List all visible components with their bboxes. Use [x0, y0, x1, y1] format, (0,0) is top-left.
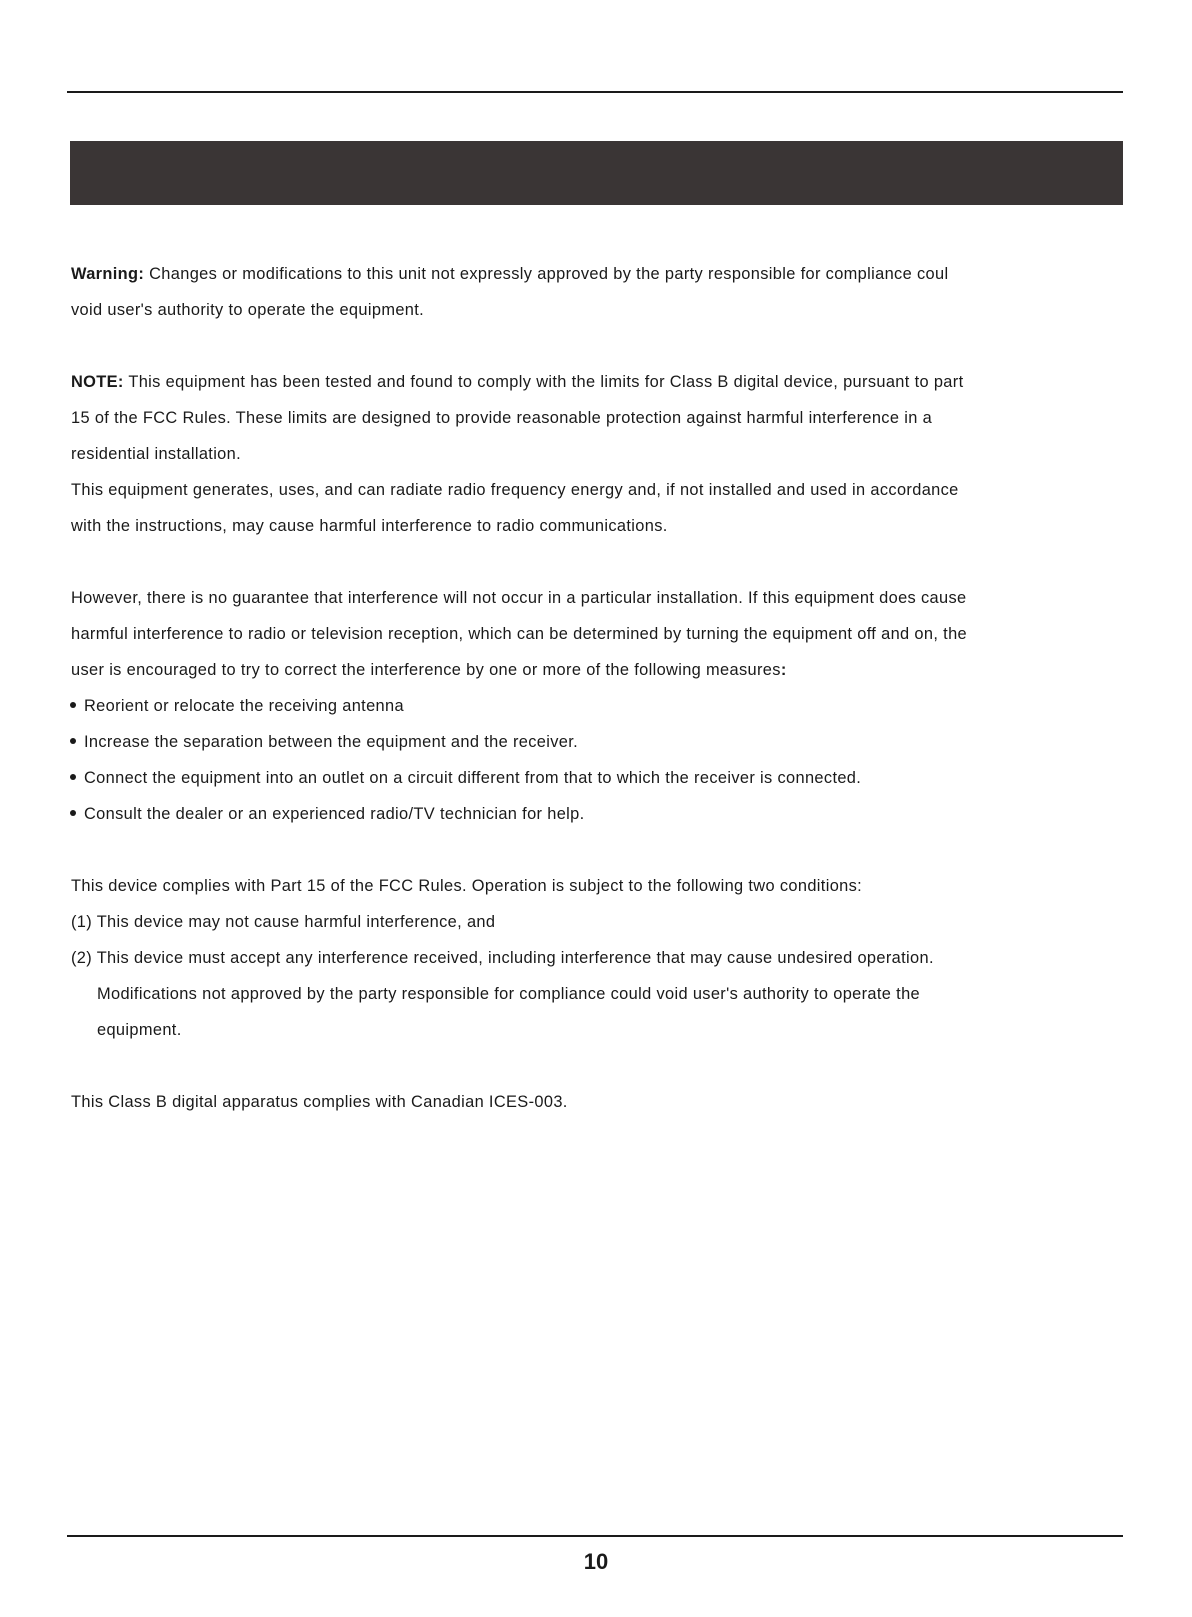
- canada-statement: This Class B digital apparatus complies with Canadian ICES-003.: [71, 1093, 568, 1111]
- however-text-3: user is encouraged to try to correct the interference by one or more of the following measures: [71, 661, 781, 679]
- measure-item: [71, 796, 1131, 832]
- however-colon: :: [780, 661, 787, 679]
- note-label: NOTE:: [71, 373, 124, 391]
- measure-text: Increase the separation between the equipment and the receiver.: [84, 733, 579, 751]
- measure-text: Connect the equipment into an outlet on a circuit different from that to which the receiver is connected.: [84, 769, 862, 787]
- bullet-icon: [70, 774, 76, 780]
- condition-1: (1) This device may not cause harmful interference, and: [71, 913, 496, 931]
- however-line-2: harmful interference to radio or television reception, which can be determined by turning the equipment off and on, the: [71, 625, 967, 643]
- measure-item: [71, 760, 1131, 796]
- measure-text: Consult the dealer or an experienced radio/TV technician for help.: [84, 805, 585, 823]
- warning-line-1: [71, 256, 1131, 292]
- note-line-3: residential installation.: [71, 445, 242, 463]
- page-number: 10: [583, 1549, 609, 1574]
- note-text-1: This equipment has been tested and found to comply with the limits for Class B digital device, pursuant to part: [123, 373, 964, 391]
- condition-2-continued-2: equipment.: [97, 1021, 182, 1039]
- warning-text-1: Changes or modifications to this unit not expressly approved by the party responsible for compliance coul: [144, 265, 949, 283]
- bullet-icon: [70, 738, 76, 744]
- warning-line-2: void user's authority to operate the equipment.: [71, 301, 425, 319]
- condition-2-continued-1: Modifications not approved by the party responsible for compliance could void user's authority to operate the: [97, 985, 921, 1003]
- note-line-1: [71, 364, 1131, 400]
- bottom-rule: [67, 1535, 1123, 1537]
- measure-item: [71, 688, 1131, 724]
- warning-label: Warning:: [71, 265, 145, 283]
- note-line-2: 15 of the FCC Rules. These limits are designed to provide reasonable protection against harmful interference in a: [71, 409, 933, 427]
- bullet-icon: [70, 702, 76, 708]
- top-rule: [67, 91, 1123, 93]
- page-content: [71, 256, 1131, 1120]
- note-line-4: This equipment generates, uses, and can radiate radio frequency energy and, if not installed and used in accordance: [71, 481, 959, 499]
- bullet-icon: [70, 810, 76, 816]
- measure-text: Reorient or relocate the receiving antenna: [84, 697, 404, 715]
- however-line-1: However, there is no guarantee that interference will not occur in a particular installation. If this equipment does cause: [71, 589, 967, 607]
- compliance-line-1: This device complies with Part 15 of the FCC Rules. Operation is subject to the following two conditions:: [71, 877, 863, 895]
- section-header-band: [70, 141, 1123, 205]
- note-line-5: with the instructions, may cause harmful interference to radio communications.: [71, 517, 668, 535]
- condition-2: (2) This device must accept any interference received, including interference that may cause undesired operation.: [71, 949, 934, 967]
- measure-item: [71, 724, 1131, 760]
- however-line-3: [71, 652, 1131, 688]
